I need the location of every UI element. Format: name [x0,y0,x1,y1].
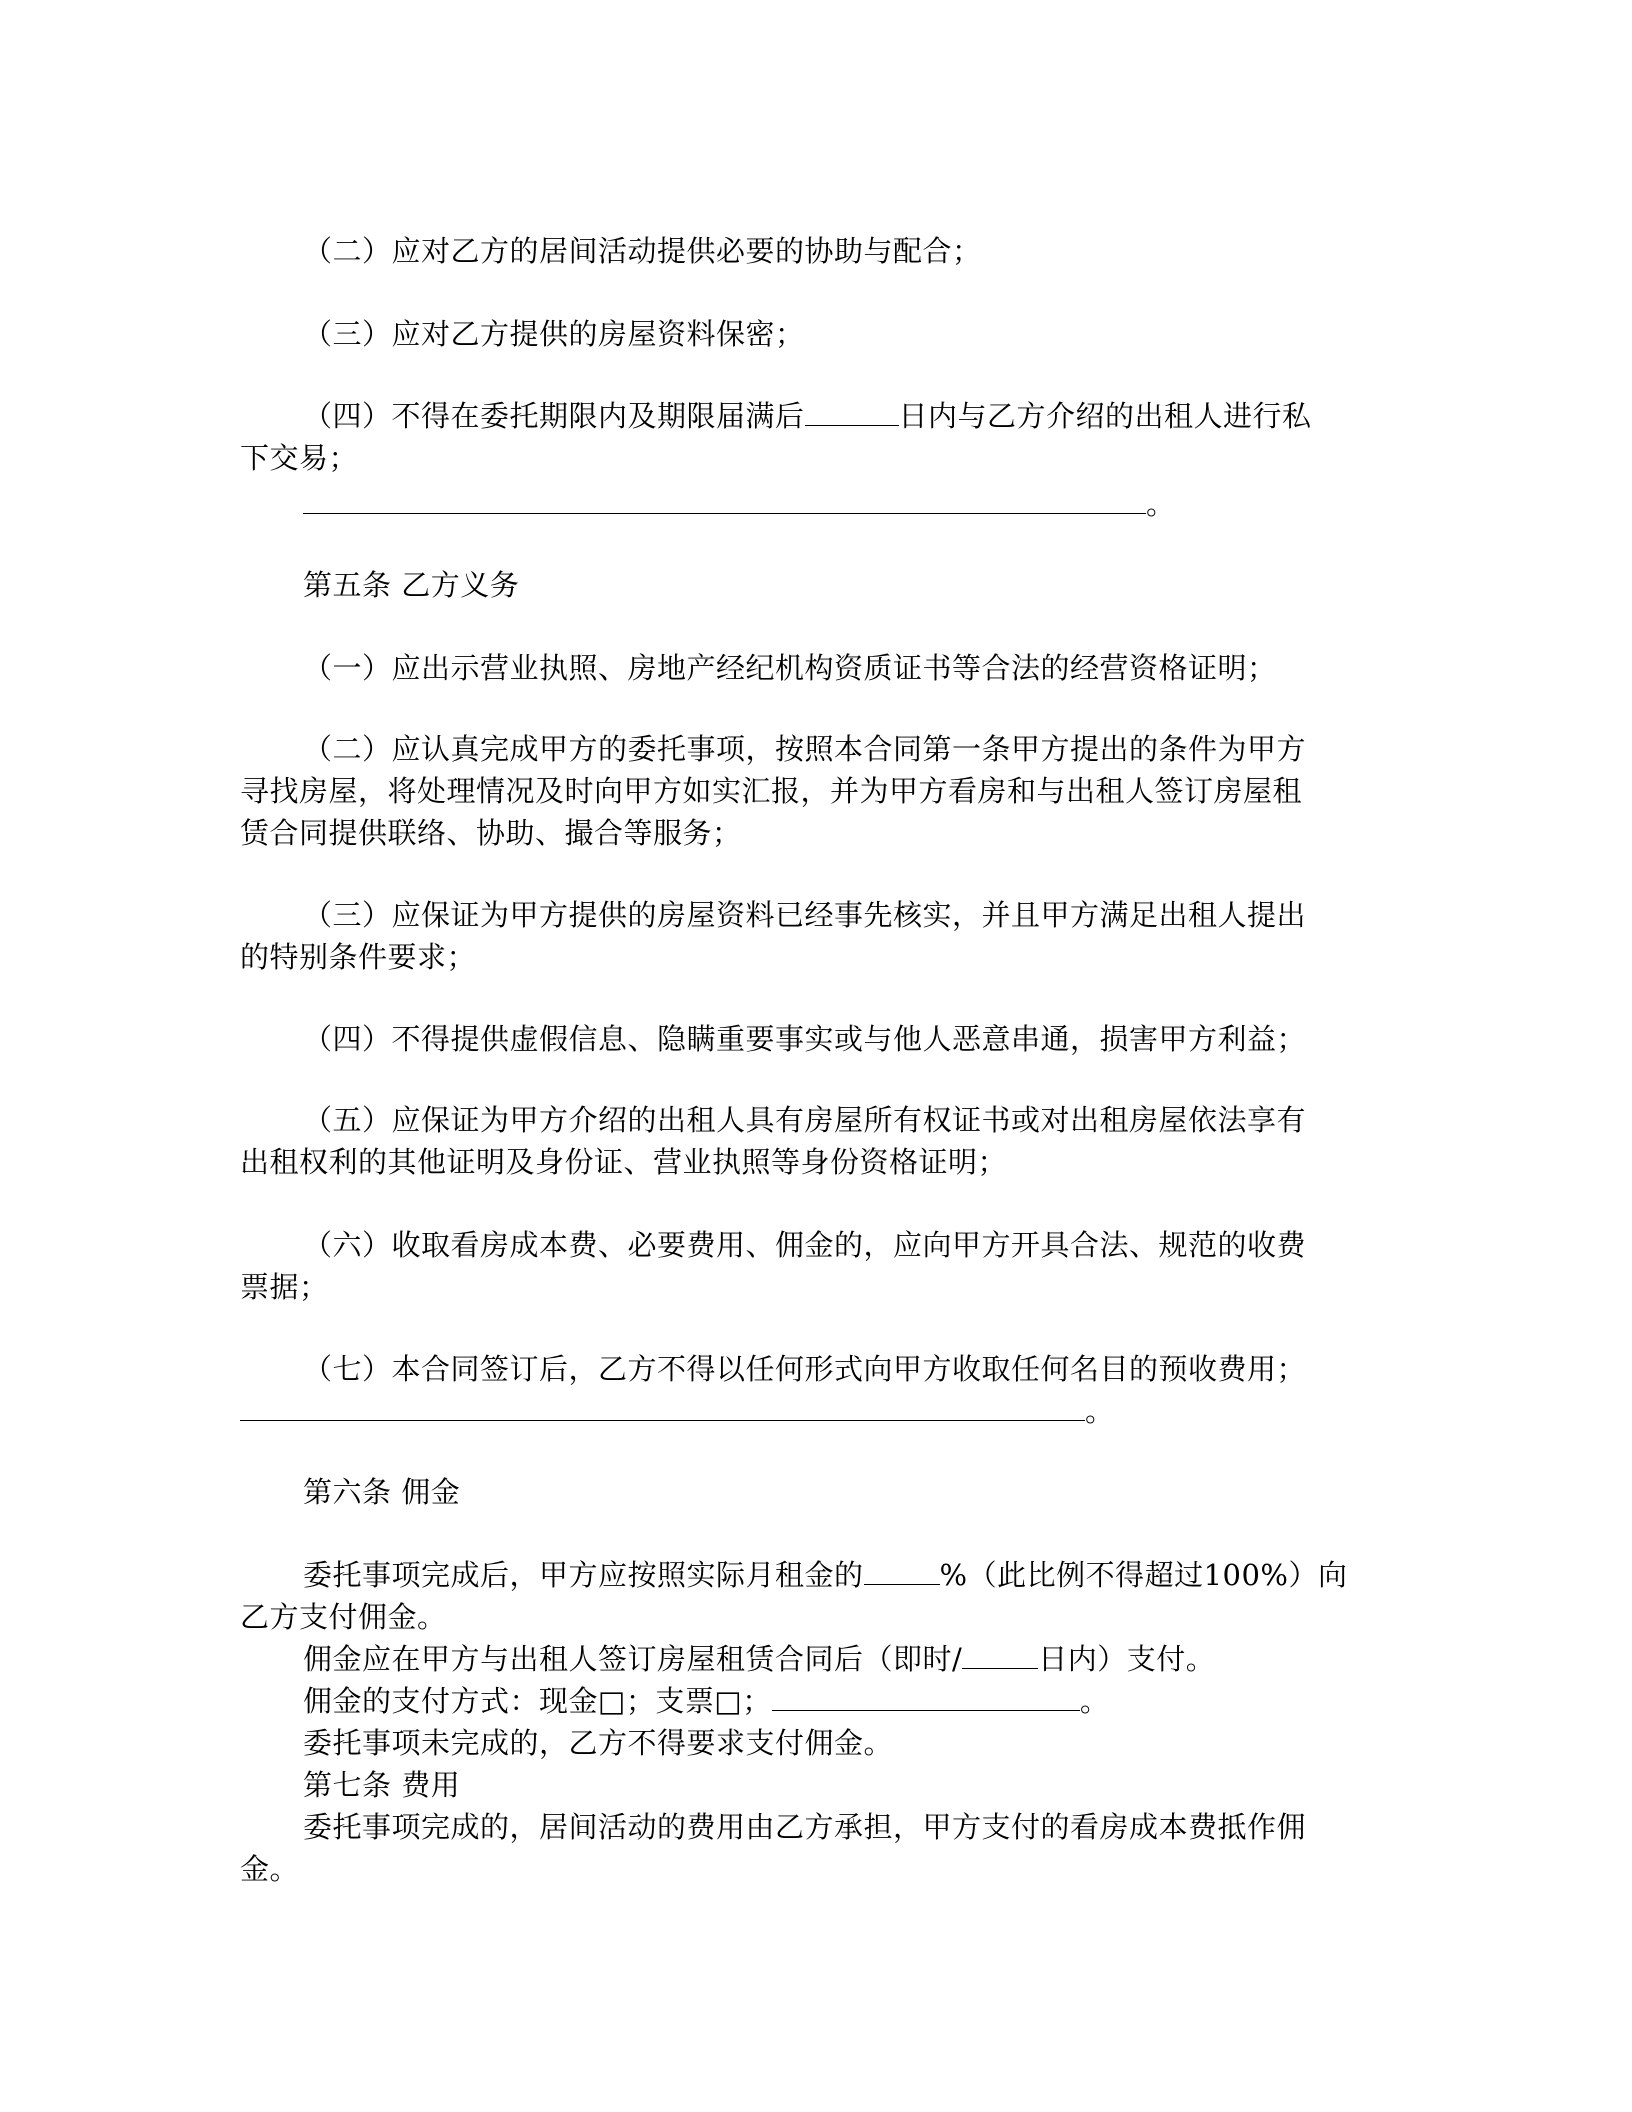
payment-method-text: 佣金的支付方式：现金□；支票□； [303,1684,772,1718]
clause-4-item-4 [303,395,1312,437]
clause-5-item-5: （五）应保证为甲方介绍的出租人具有房屋所有权证书或对出租房屋依法享有 [303,1103,1307,1137]
clause-4-item-4-text-b: 日内与乙方介绍的出租人进行私 [898,399,1312,433]
commission-rate-text-a: 委托事项完成后，甲方应按照实际月租金的 [303,1558,864,1592]
clause-4-item-4-text-a: （四）不得在委托期限内及期限届满后 [303,399,805,433]
commission-rate-text-b: %（此比例不得超过100%）向 [939,1558,1348,1592]
commission-timing-text-b: 日内）支付。 [1038,1642,1216,1676]
rate-blank [864,1554,940,1585]
payment-method-line [303,1680,1109,1722]
clause-4-item-4-cont: 下交易； [240,441,359,475]
commission-rate-cont: 乙方支付佣金。 [240,1600,447,1634]
clause-5-item-2: （二）应认真完成甲方的委托事项，按照本合同第一条甲方提出的条件为甲方 [303,732,1307,766]
clause-4-item-2: （二）应对乙方的居间活动提供必要的协助与配合； [303,234,982,268]
extra-blank-end: 。 [1085,1394,1115,1428]
clause-6-heading: 第六条 佣金 [303,1475,461,1509]
extra-blank-end: 。 [1146,487,1176,521]
days-blank [805,395,899,426]
clause-7-body: 委托事项完成的，居间活动的费用由乙方承担，甲方支付的看房成本费抵作佣 [303,1810,1307,1844]
payment-method-end: 。 [1079,1684,1110,1718]
clause-5-item-3: （三）应保证为甲方提供的房屋资料已经事先核实，并且甲方满足出租人提出 [303,898,1307,932]
payment-other-blank [772,1680,1080,1711]
clause-5-extra-line [240,1390,1115,1432]
clause-7-heading: 第七条 费用 [303,1768,461,1802]
commission-unfinished-line: 委托事项未完成的，乙方不得要求支付佣金。 [303,1726,894,1760]
extra-blank [240,1390,1085,1421]
commission-timing-text-a: 佣金应在甲方与出租人签订房屋租赁合同后（即时/ [303,1642,963,1676]
clause-5-item-7: （七）本合同签订后，乙方不得以任何形式向甲方收取任何名目的预收费用； [303,1352,1307,1386]
clause-5-item-4: （四）不得提供虚假信息、隐瞒重要事实或与他人恶意串通，损害甲方利益； [303,1022,1307,1056]
days-blank [962,1638,1038,1669]
clause-5-heading: 第五条 乙方义务 [303,568,520,602]
clause-5-item-5-cont: 出租权利的其他证明及身份证、营业执照等身份资格证明； [240,1145,1008,1179]
clause-5-item-6: （六）收取看房成本费、必要费用、佣金的，应向甲方开具合法、规范的收费 [303,1228,1307,1262]
clause-5-item-2-cont-2: 赁合同提供联络、协助、撮合等服务； [240,816,742,850]
clause-4-extra-line [303,483,1176,525]
clause-5-item-6-cont: 票据； [240,1270,329,1304]
clause-5-item-1: （一）应出示营业执照、房地产经纪机构资质证书等合法的经营资格证明； [303,651,1277,685]
extra-blank [303,483,1146,514]
clause-5-item-2-cont-1: 寻找房屋，将处理情况及时向甲方如实汇报，并为甲方看房和与出租人签订房屋租 [240,774,1303,808]
clause-4-item-3: （三）应对乙方提供的房屋资料保密； [303,317,805,351]
commission-rate-line [303,1554,1347,1596]
clause-7-body-cont: 金。 [240,1852,300,1886]
commission-timing-line [303,1638,1215,1680]
clause-5-item-3-cont: 的特别条件要求； [240,940,477,974]
